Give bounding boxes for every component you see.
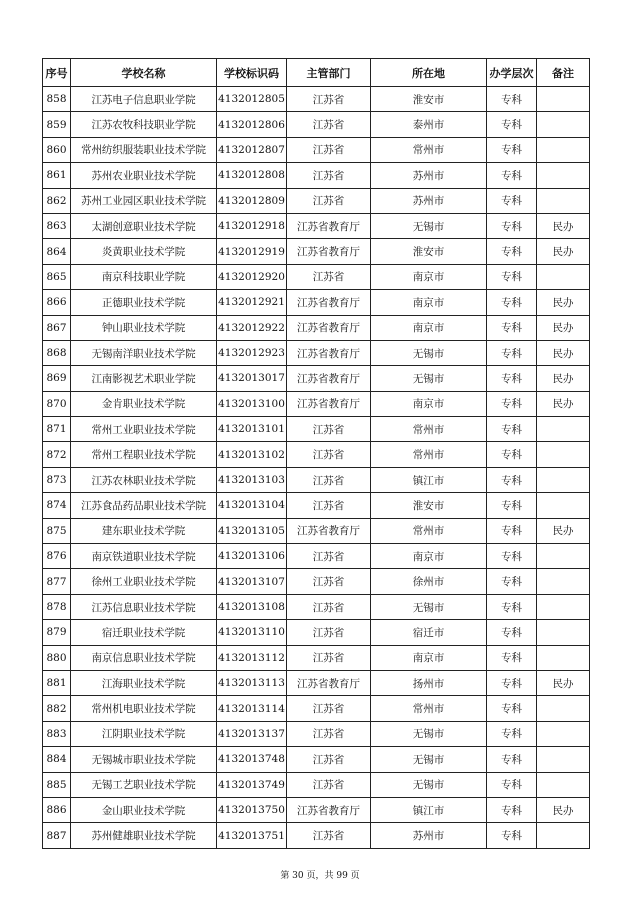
cell-school-name: 宿迁职业技术学院 — [71, 620, 217, 645]
table-row — [43, 290, 590, 315]
cell-level: 专科 — [487, 112, 537, 137]
cell-department: 江苏省 — [287, 823, 371, 848]
cell-school-name: 金肯职业技术学院 — [71, 391, 217, 416]
cell-remark: 民办 — [537, 213, 590, 238]
cell-school-code: 4132013108 — [217, 594, 287, 619]
cell-school-code: 4132013749 — [217, 772, 287, 797]
cell-remark — [537, 188, 590, 213]
cell-school-code: 4132013101 — [217, 417, 287, 442]
cell-index: 869 — [43, 366, 71, 391]
cell-level: 专科 — [487, 239, 537, 264]
cell-remark — [537, 493, 590, 518]
cell-location: 常州市 — [371, 417, 487, 442]
cell-remark — [537, 264, 590, 289]
cell-school-name: 炎黄职业技术学院 — [71, 239, 217, 264]
table-row — [43, 188, 590, 213]
cell-remark — [537, 112, 590, 137]
header-index: 序号 — [43, 59, 71, 87]
cell-school-name: 常州工业职业技术学院 — [71, 417, 217, 442]
cell-remark — [537, 417, 590, 442]
cell-department: 江苏省 — [287, 442, 371, 467]
cell-level: 专科 — [487, 467, 537, 492]
cell-school-name: 无锡南洋职业技术学院 — [71, 340, 217, 365]
cell-school-name: 南京科技职业学院 — [71, 264, 217, 289]
cell-remark: 民办 — [537, 340, 590, 365]
cell-remark — [537, 163, 590, 188]
cell-location: 徐州市 — [371, 569, 487, 594]
cell-location: 镇江市 — [371, 467, 487, 492]
table-row — [43, 747, 590, 772]
cell-remark: 民办 — [537, 239, 590, 264]
cell-location: 无锡市 — [371, 366, 487, 391]
cell-location: 南京市 — [371, 645, 487, 670]
cell-index: 868 — [43, 340, 71, 365]
cell-school-name: 苏州工业园区职业技术学院 — [71, 188, 217, 213]
cell-level: 专科 — [487, 772, 537, 797]
table-row — [43, 467, 590, 492]
cell-remark — [537, 747, 590, 772]
cell-location: 南京市 — [371, 264, 487, 289]
cell-remark: 民办 — [537, 290, 590, 315]
cell-remark: 民办 — [537, 366, 590, 391]
cell-index: 862 — [43, 188, 71, 213]
cell-index: 860 — [43, 137, 71, 162]
cell-school-code: 4132012806 — [217, 112, 287, 137]
cell-department: 江苏省 — [287, 620, 371, 645]
cell-location: 无锡市 — [371, 772, 487, 797]
cell-location: 南京市 — [371, 544, 487, 569]
cell-school-code: 4132012808 — [217, 163, 287, 188]
table-row — [43, 442, 590, 467]
cell-department: 江苏省教育厅 — [287, 391, 371, 416]
cell-school-code: 4132012920 — [217, 264, 287, 289]
table-row — [43, 163, 590, 188]
cell-level: 专科 — [487, 366, 537, 391]
cell-level: 专科 — [487, 290, 537, 315]
cell-location: 常州市 — [371, 137, 487, 162]
cell-location: 无锡市 — [371, 340, 487, 365]
cell-index: 863 — [43, 213, 71, 238]
cell-department: 江苏省 — [287, 137, 371, 162]
cell-index: 874 — [43, 493, 71, 518]
cell-level: 专科 — [487, 594, 537, 619]
cell-index: 864 — [43, 239, 71, 264]
cell-level: 专科 — [487, 213, 537, 238]
cell-index: 871 — [43, 417, 71, 442]
cell-school-code: 4132013751 — [217, 823, 287, 848]
cell-level: 专科 — [487, 87, 537, 112]
table-row — [43, 823, 590, 848]
cell-index: 882 — [43, 696, 71, 721]
cell-level: 专科 — [487, 188, 537, 213]
cell-school-code: 4132013103 — [217, 467, 287, 492]
cell-department: 江苏省 — [287, 772, 371, 797]
table-row — [43, 544, 590, 569]
cell-level: 专科 — [487, 721, 537, 746]
cell-school-name: 南京铁道职业技术学院 — [71, 544, 217, 569]
cell-location: 苏州市 — [371, 823, 487, 848]
cell-school-name: 正德职业技术学院 — [71, 290, 217, 315]
cell-department: 江苏省教育厅 — [287, 239, 371, 264]
cell-school-code: 4132013112 — [217, 645, 287, 670]
cell-department: 江苏省 — [287, 112, 371, 137]
table-body — [43, 87, 590, 849]
cell-department: 江苏省 — [287, 417, 371, 442]
cell-remark: 民办 — [537, 518, 590, 543]
cell-level: 专科 — [487, 696, 537, 721]
cell-remark — [537, 442, 590, 467]
cell-department: 江苏省 — [287, 544, 371, 569]
cell-school-code: 4132012809 — [217, 188, 287, 213]
cell-remark — [537, 620, 590, 645]
cell-school-code: 4132013114 — [217, 696, 287, 721]
cell-location: 泰州市 — [371, 112, 487, 137]
cell-school-code: 4132013748 — [217, 747, 287, 772]
cell-school-code: 4132012922 — [217, 315, 287, 340]
cell-remark: 民办 — [537, 391, 590, 416]
table-row — [43, 213, 590, 238]
cell-school-code: 4132012919 — [217, 239, 287, 264]
cell-location: 宿迁市 — [371, 620, 487, 645]
cell-index: 884 — [43, 747, 71, 772]
cell-school-name: 江阴职业技术学院 — [71, 721, 217, 746]
cell-school-name: 江苏电子信息职业学院 — [71, 87, 217, 112]
cell-school-name: 江海职业技术学院 — [71, 670, 217, 695]
school-list-table — [42, 58, 590, 849]
cell-location: 南京市 — [371, 315, 487, 340]
cell-level: 专科 — [487, 544, 537, 569]
cell-location: 淮安市 — [371, 87, 487, 112]
cell-department: 江苏省 — [287, 163, 371, 188]
table-row — [43, 772, 590, 797]
cell-index: 865 — [43, 264, 71, 289]
cell-school-code: 4132013105 — [217, 518, 287, 543]
cell-school-name: 江苏农林职业技术学院 — [71, 467, 217, 492]
cell-level: 专科 — [487, 340, 537, 365]
cell-level: 专科 — [487, 518, 537, 543]
cell-level: 专科 — [487, 163, 537, 188]
table-row — [43, 569, 590, 594]
cell-school-code: 4132012923 — [217, 340, 287, 365]
cell-remark — [537, 645, 590, 670]
cell-index: 866 — [43, 290, 71, 315]
header-school-code: 学校标识码 — [217, 59, 287, 87]
table-row — [43, 493, 590, 518]
cell-school-code: 4132013107 — [217, 569, 287, 594]
cell-school-name: 南京信息职业技术学院 — [71, 645, 217, 670]
cell-level: 专科 — [487, 645, 537, 670]
cell-location: 南京市 — [371, 391, 487, 416]
table-row — [43, 797, 590, 822]
cell-index: 873 — [43, 467, 71, 492]
cell-index: 883 — [43, 721, 71, 746]
cell-school-code: 4132013106 — [217, 544, 287, 569]
cell-index: 880 — [43, 645, 71, 670]
cell-school-name: 苏州农业职业技术学院 — [71, 163, 217, 188]
cell-school-name: 江苏信息职业技术学院 — [71, 594, 217, 619]
cell-level: 专科 — [487, 823, 537, 848]
table-row — [43, 391, 590, 416]
cell-school-code: 4132013102 — [217, 442, 287, 467]
cell-location: 无锡市 — [371, 747, 487, 772]
cell-remark — [537, 467, 590, 492]
cell-level: 专科 — [487, 797, 537, 822]
cell-department: 江苏省 — [287, 188, 371, 213]
cell-level: 专科 — [487, 670, 537, 695]
cell-school-code: 4132013137 — [217, 721, 287, 746]
cell-department: 江苏省教育厅 — [287, 366, 371, 391]
cell-school-code: 4132013017 — [217, 366, 287, 391]
cell-school-name: 江苏农牧科技职业学院 — [71, 112, 217, 137]
cell-location: 无锡市 — [371, 594, 487, 619]
cell-level: 专科 — [487, 493, 537, 518]
table-row — [43, 645, 590, 670]
cell-index: 867 — [43, 315, 71, 340]
cell-index: 859 — [43, 112, 71, 137]
cell-index: 858 — [43, 87, 71, 112]
cell-remark — [537, 696, 590, 721]
cell-index: 887 — [43, 823, 71, 848]
cell-level: 专科 — [487, 417, 537, 442]
table-row — [43, 264, 590, 289]
cell-remark — [537, 137, 590, 162]
cell-index: 886 — [43, 797, 71, 822]
cell-index: 872 — [43, 442, 71, 467]
cell-location: 常州市 — [371, 696, 487, 721]
cell-remark: 民办 — [537, 670, 590, 695]
cell-remark: 民办 — [537, 797, 590, 822]
table-row — [43, 366, 590, 391]
cell-department: 江苏省 — [287, 569, 371, 594]
cell-department: 江苏省 — [287, 87, 371, 112]
cell-school-code: 4132013113 — [217, 670, 287, 695]
cell-school-name: 江苏食品药品职业技术学院 — [71, 493, 217, 518]
cell-remark — [537, 823, 590, 848]
cell-location: 常州市 — [371, 518, 487, 543]
table-row — [43, 670, 590, 695]
cell-remark — [537, 87, 590, 112]
table-row — [43, 594, 590, 619]
cell-department: 江苏省教育厅 — [287, 340, 371, 365]
header-row — [43, 59, 590, 87]
cell-location: 淮安市 — [371, 239, 487, 264]
cell-remark — [537, 594, 590, 619]
cell-index: 885 — [43, 772, 71, 797]
cell-index: 877 — [43, 569, 71, 594]
cell-department: 江苏省 — [287, 721, 371, 746]
cell-location: 无锡市 — [371, 213, 487, 238]
cell-department: 江苏省教育厅 — [287, 213, 371, 238]
cell-index: 875 — [43, 518, 71, 543]
table-row — [43, 112, 590, 137]
cell-index: 881 — [43, 670, 71, 695]
cell-index: 878 — [43, 594, 71, 619]
cell-location: 淮安市 — [371, 493, 487, 518]
cell-department: 江苏省教育厅 — [287, 797, 371, 822]
cell-department: 江苏省 — [287, 594, 371, 619]
cell-department: 江苏省教育厅 — [287, 290, 371, 315]
cell-department: 江苏省 — [287, 696, 371, 721]
cell-school-code: 4132013100 — [217, 391, 287, 416]
cell-index: 876 — [43, 544, 71, 569]
table-row — [43, 137, 590, 162]
header-level: 办学层次 — [487, 59, 537, 87]
cell-school-name: 金山职业技术学院 — [71, 797, 217, 822]
cell-level: 专科 — [487, 264, 537, 289]
cell-school-name: 苏州健雄职业技术学院 — [71, 823, 217, 848]
table-row — [43, 620, 590, 645]
cell-school-name: 常州工程职业技术学院 — [71, 442, 217, 467]
cell-school-code: 4132012921 — [217, 290, 287, 315]
cell-school-name: 徐州工业职业技术学院 — [71, 569, 217, 594]
cell-department: 江苏省 — [287, 645, 371, 670]
cell-school-name: 无锡城市职业技术学院 — [71, 747, 217, 772]
cell-school-code: 4132012918 — [217, 213, 287, 238]
table-row — [43, 315, 590, 340]
cell-level: 专科 — [487, 569, 537, 594]
cell-level: 专科 — [487, 620, 537, 645]
cell-location: 苏州市 — [371, 188, 487, 213]
cell-school-name: 建东职业技术学院 — [71, 518, 217, 543]
header-school-name: 学校名称 — [71, 59, 217, 87]
cell-school-code: 4132013750 — [217, 797, 287, 822]
cell-remark: 民办 — [537, 315, 590, 340]
cell-level: 专科 — [487, 137, 537, 162]
cell-department: 江苏省教育厅 — [287, 315, 371, 340]
cell-index: 861 — [43, 163, 71, 188]
page-number: 第 30 页，共 99 页 — [280, 871, 360, 881]
cell-school-code: 4132013110 — [217, 620, 287, 645]
cell-department: 江苏省 — [287, 264, 371, 289]
cell-index: 879 — [43, 620, 71, 645]
cell-location: 无锡市 — [371, 721, 487, 746]
cell-school-code: 4132012807 — [217, 137, 287, 162]
cell-department: 江苏省教育厅 — [287, 518, 371, 543]
cell-location: 苏州市 — [371, 163, 487, 188]
cell-remark — [537, 569, 590, 594]
table-row — [43, 239, 590, 264]
table-row — [43, 518, 590, 543]
table-row — [43, 87, 590, 112]
table-row — [43, 721, 590, 746]
cell-department: 江苏省 — [287, 493, 371, 518]
table-row — [43, 340, 590, 365]
table-row — [43, 696, 590, 721]
cell-level: 专科 — [487, 315, 537, 340]
table-row — [43, 417, 590, 442]
cell-school-name: 江南影视艺术职业学院 — [71, 366, 217, 391]
cell-remark — [537, 772, 590, 797]
cell-department: 江苏省教育厅 — [287, 670, 371, 695]
cell-level: 专科 — [487, 391, 537, 416]
cell-department: 江苏省 — [287, 467, 371, 492]
cell-school-name: 常州纺织服装职业技术学院 — [71, 137, 217, 162]
cell-school-name: 无锡工艺职业技术学院 — [71, 772, 217, 797]
cell-school-name: 常州机电职业技术学院 — [71, 696, 217, 721]
table-header — [43, 59, 590, 87]
cell-school-code: 4132012805 — [217, 87, 287, 112]
cell-school-name: 钟山职业技术学院 — [71, 315, 217, 340]
header-department: 主管部门 — [287, 59, 371, 87]
cell-location: 镇江市 — [371, 797, 487, 822]
header-remark: 备注 — [537, 59, 590, 87]
cell-level: 专科 — [487, 747, 537, 772]
cell-department: 江苏省 — [287, 747, 371, 772]
cell-remark — [537, 544, 590, 569]
cell-index: 870 — [43, 391, 71, 416]
cell-location: 南京市 — [371, 290, 487, 315]
cell-location: 扬州市 — [371, 670, 487, 695]
header-location: 所在地 — [371, 59, 487, 87]
cell-location: 常州市 — [371, 442, 487, 467]
cell-school-code: 4132013104 — [217, 493, 287, 518]
cell-level: 专科 — [487, 442, 537, 467]
cell-remark — [537, 721, 590, 746]
cell-school-name: 太湖创意职业技术学院 — [71, 213, 217, 238]
